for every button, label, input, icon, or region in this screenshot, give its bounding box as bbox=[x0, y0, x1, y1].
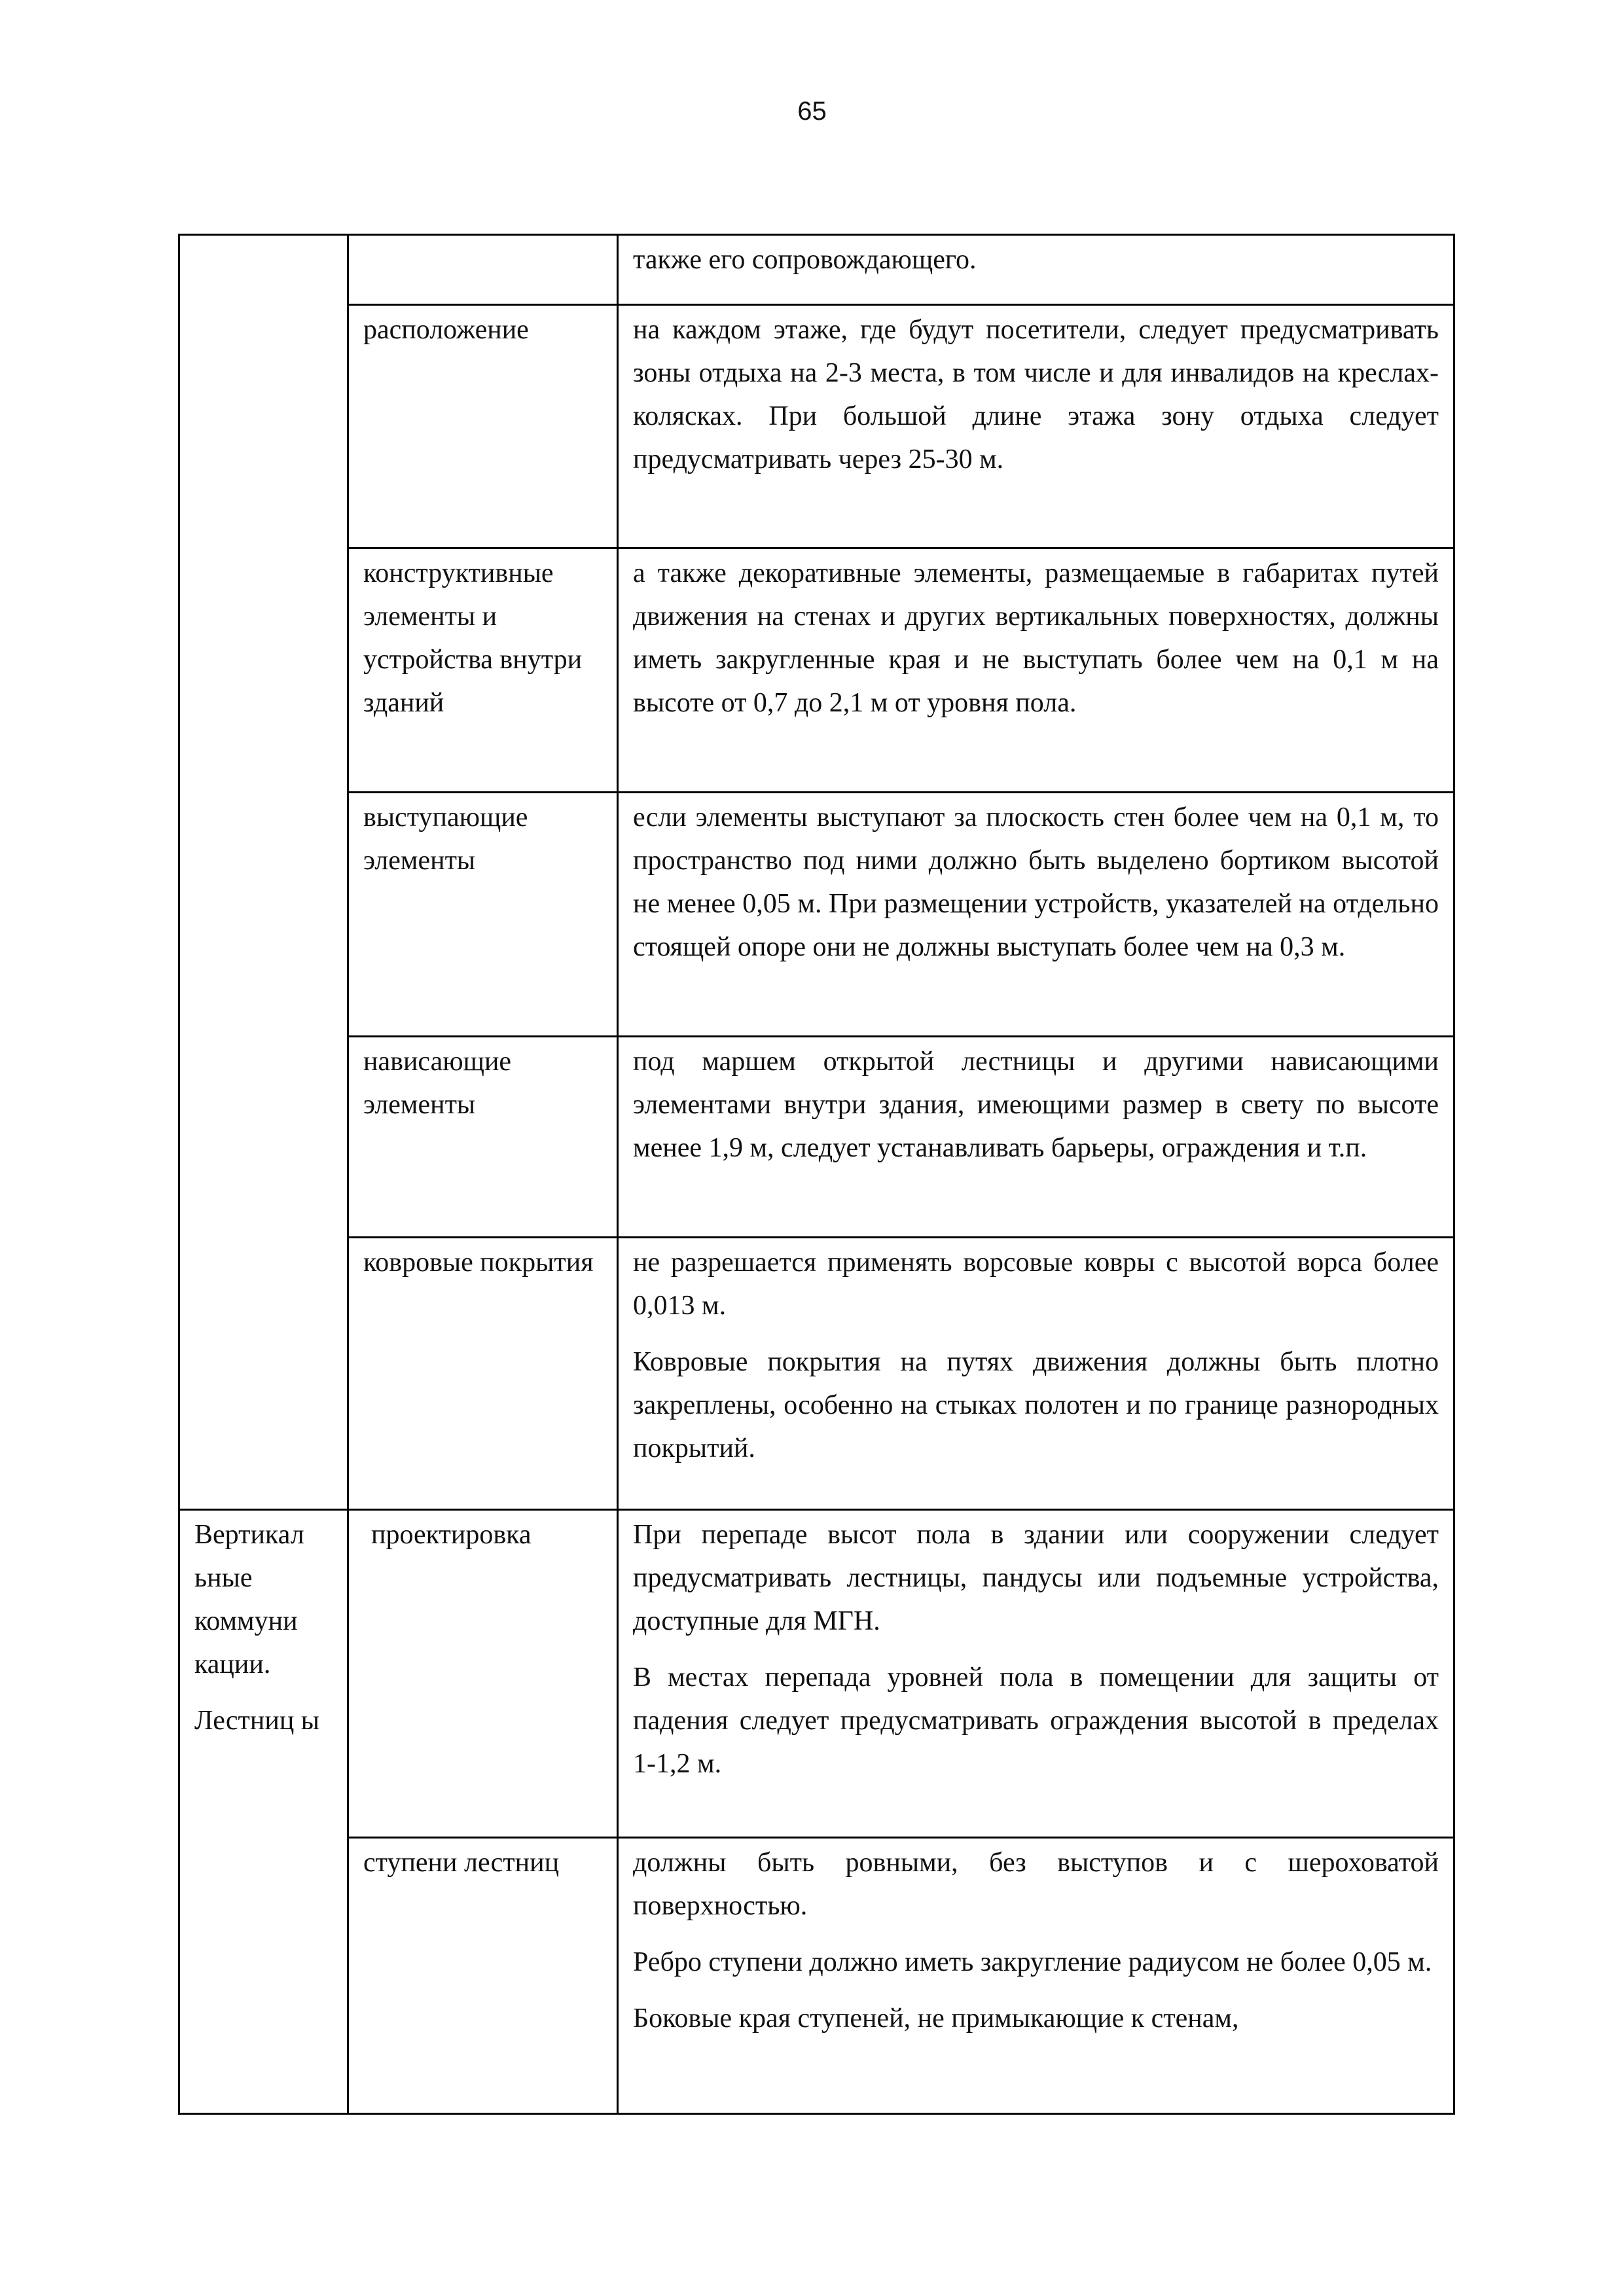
description-cell bbox=[618, 1510, 1454, 1838]
description-cell bbox=[618, 305, 1454, 548]
table-row bbox=[179, 1238, 1454, 1510]
element-cell: расположение bbox=[348, 305, 618, 548]
table-row bbox=[179, 1510, 1454, 1838]
description-paragraph: также его сопровождающего. bbox=[633, 245, 977, 275]
description-cell bbox=[618, 548, 1454, 793]
element-cell bbox=[348, 235, 618, 305]
category-cell bbox=[179, 1510, 348, 2114]
table-row bbox=[179, 1838, 1454, 2114]
element-cell: выступающие элементы bbox=[348, 793, 618, 1037]
element-cell: конструктивные элементы и устройства внутри зданий bbox=[348, 548, 618, 793]
category-title: Вертикал ьные коммуни кации. bbox=[194, 1520, 304, 1679]
table-row bbox=[179, 235, 1454, 305]
element-cell: нависающие элементы bbox=[348, 1037, 618, 1238]
table-row bbox=[179, 305, 1454, 548]
element-cell: ковровые покрытия bbox=[348, 1238, 618, 1510]
description-paragraph: Ковровые покрытия на путях движения должны быть плотно закреплены, особенно на стыках полотен и по границе разнородных покрытий. bbox=[633, 1347, 1439, 1463]
description-cell bbox=[618, 1838, 1454, 2114]
element-cell: проектировка bbox=[348, 1510, 618, 1838]
category-subtitle: Лестниц ы bbox=[194, 1706, 320, 1736]
description-paragraph: если элементы выступают за плоскость стен более чем на 0,1 м, то пространство под ними должно быть выделено бортиком высотой не менее 0,05 м. При размещении устройств, указателей на отдельно стоящей опоре они не должны выступать более чем на 0,3 м. bbox=[633, 802, 1439, 962]
description-paragraph: под маршем открытой лестницы и другими нависающими элементами внутри здания, имеющими размер в свету по высоте менее 1,9 м, следует устанавливать барьеры, ограждения и т.п. bbox=[633, 1047, 1439, 1163]
table-row bbox=[179, 793, 1454, 1037]
description-paragraph: на каждом этаже, где будут посетители, следует предусматривать зоны отдыха на 2-3 места, в том числе и для инвалидов на креслах-колясках. При большой длине этажа зону отдыха следует предусматривать через 25-30 м. bbox=[633, 315, 1439, 475]
table-row bbox=[179, 1037, 1454, 1238]
description-paragraph: В местах перепада уровней пола в помещении для защиты от падения следует предусматривать ограждения высотой в пределах 1-1,2 м. bbox=[633, 1662, 1439, 1779]
description-cell bbox=[618, 235, 1454, 305]
description-cell bbox=[618, 793, 1454, 1037]
description-paragraph: должны быть ровными, без выступов и с шероховатой поверхностью. bbox=[633, 1848, 1439, 1921]
description-cell bbox=[618, 1238, 1454, 1510]
description-paragraph: а также декоративные элементы, размещаемые в габаритах путей движения на стенах и других вертикальных поверхностях, должны иметь закругленные края и не выступать более чем на 0,1 м на высоте от 0,7 до 2,1 м от уровня пола. bbox=[633, 558, 1439, 718]
description-paragraph: При перепаде высот пола в здании или сооружении следует предусматривать лестницы, пандусы или подъемные устройства, доступные для МГН. bbox=[633, 1520, 1439, 1636]
table-row bbox=[179, 548, 1454, 793]
page-number: 65 bbox=[797, 97, 827, 126]
requirements-table bbox=[178, 234, 1455, 2115]
description-paragraph: Боковые края ступеней, не примыкающие к стенам, bbox=[633, 2003, 1239, 2034]
element-cell: ступени лестниц bbox=[348, 1838, 618, 2114]
description-paragraph: Ребро ступени должно иметь закругление радиусом не более 0,05 м. bbox=[633, 1947, 1432, 1977]
description-cell bbox=[618, 1037, 1454, 1238]
description-paragraph: не разрешается применять ворсовые ковры с высотой ворса более 0,013 м. bbox=[633, 1247, 1439, 1321]
category-cell-continued bbox=[179, 235, 348, 1510]
